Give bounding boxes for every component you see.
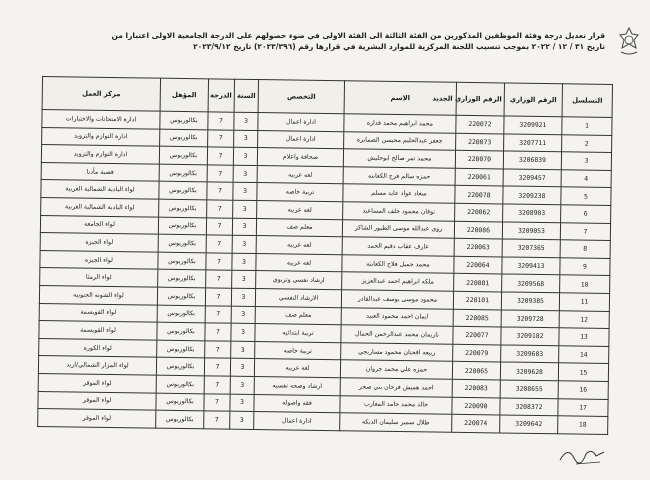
table-cell: 13 (559, 328, 609, 346)
table-cell: 7 (206, 217, 232, 235)
table-cell: 3209728 (501, 309, 559, 327)
table-cell: بكالوريوس (158, 252, 206, 270)
header-line-2: تاريخ ٣١ / ١٢ / ٢٠٢٢ بموجب تنسيب اللجنة المركزية للموارد البشرية في قرارها رقم (٢٠٢٣/٣٩٦) تاريخ ٢٠٢٣/٩/١٢ (193, 42, 605, 51)
table-cell: 3 (231, 341, 255, 359)
table-cell: 16 (558, 381, 608, 399)
header-line-1: قرار تعديل درجة وفئة الموظفين المذكورين من الفئة الثالثة الى الفئة الاولى في ضوء حصولهم على الدرجة الجامعية الاولى اعتبارا من (111, 31, 605, 40)
table-cell: 220086 (454, 221, 502, 239)
crest-logo (616, 26, 642, 56)
table-cell: بكالوريوس (156, 375, 204, 393)
table-cell: 14 (559, 345, 609, 363)
table-cell: تربية خاصه (257, 183, 343, 202)
table-cell: 7 (205, 305, 231, 323)
table-cell: 15 (558, 363, 608, 381)
table-cell: الارشاد النفسي (255, 288, 341, 307)
table-cell: حمزه علي محمد جروان (340, 360, 452, 379)
table-body (38, 110, 612, 435)
table-cell: 6 (561, 205, 611, 223)
table-cell: 3209568 (502, 274, 560, 292)
table-cell: روى عبدالله موسى الطيور الشاكر (342, 219, 454, 238)
table-cell: تربية ابتدائيه (255, 324, 341, 343)
table-cell: محمد تمر صالح ابوحليش (343, 149, 455, 168)
table-cell: بكالوريوس (156, 357, 204, 375)
table-cell: جعفر عبدالحليم محيسن الصمايره (344, 131, 456, 150)
table-cell: لواء الجيزه (40, 233, 158, 252)
column-header: الاسم (344, 81, 456, 116)
table-cell: 5 (561, 187, 611, 205)
table-cell: 3209603 (501, 345, 559, 363)
table-cell: 3206839 (503, 151, 561, 169)
table-cell: ارشاد وصحه نفسيه (254, 376, 340, 395)
table-cell: لواء الجامعه (40, 215, 158, 234)
table-cell: محمد ابراهيم محمد قداره (344, 114, 456, 133)
table-cell: 3207711 (504, 134, 562, 152)
table-cell: 3207365 (502, 239, 560, 257)
table-cell: 7 (205, 288, 231, 306)
table-cell: 220064 (454, 256, 502, 274)
table-cell: 7 (208, 112, 234, 130)
table-cell: لغه عربيه (257, 165, 343, 184)
table-cell: 18 (558, 416, 608, 434)
table-cell: ادارة اعمال (258, 113, 344, 132)
table-cell: لواء الموقر (38, 409, 156, 428)
table-cell: 220083 (452, 379, 500, 397)
table-cell: 7 (204, 358, 230, 376)
table-cell: سعاد عواد عايد مسلم (343, 184, 455, 203)
table-cell: 7 (207, 182, 233, 200)
table-cell: 2 (562, 134, 612, 152)
table-cell: ملكه ابراهيم احمد عبدالعزيز (342, 272, 454, 291)
table-cell: بكالوريوس (159, 164, 207, 182)
table-cell: لغه عربيه (256, 236, 342, 255)
column-header: مركز العمل (42, 77, 160, 112)
table-cell: 3 (232, 235, 256, 253)
table-cell: صحافة واعلام (257, 148, 343, 167)
table-cell: 220065 (452, 362, 500, 380)
table-cell: 12 (559, 310, 609, 328)
table-cell: 3209182 (501, 327, 559, 345)
table-cell: 3 (230, 394, 254, 412)
table-cell: 3 (231, 323, 255, 341)
table-cell: بكالوريوس (160, 111, 208, 129)
table-cell: 220085 (453, 309, 501, 327)
column-header: التسلسل (562, 84, 612, 118)
column-header: التخصص (258, 80, 344, 114)
table-cell: 220061 (455, 168, 503, 186)
table-cell: 3 (233, 200, 257, 218)
table-cell: بكالوريوس (160, 129, 208, 147)
table-cell: لواء الشونه الجنوبيه (39, 285, 157, 304)
table-cell: 7 (207, 165, 233, 183)
table-cell: بكالوريوس (157, 340, 205, 358)
table-cell: معلم صف (256, 218, 342, 237)
signature-mark (556, 440, 616, 470)
table-cell: 3 (233, 183, 257, 201)
table-cell: ادارة الامتحانات والاختبارات (42, 110, 160, 129)
table-cell: معلم صف (255, 306, 341, 325)
table-cell: 3209642 (500, 415, 558, 433)
table-cell: 3 (230, 359, 254, 377)
table-cell: لواء القويسمة (39, 321, 157, 340)
table-cell: تربية خاصه (255, 341, 341, 360)
table-cell: ادارة التوازم والتزويد (42, 127, 160, 146)
table-cell: 4 (561, 170, 611, 188)
table-cell: لواء الموقر (38, 391, 156, 410)
table-cell: لواء الرمثا (40, 268, 158, 287)
table-cell: محمد جميل فلاح الكعابنه (342, 254, 454, 273)
table-cell: محمود موسى يوسف عبدالقادر (341, 290, 453, 309)
table-cell: 7 (560, 222, 610, 240)
table-cell: 7 (206, 235, 232, 253)
decision-header (40, 30, 605, 52)
table-cell: 220063 (454, 238, 502, 256)
table-cell: لواء القويسمة (39, 303, 157, 322)
table-cell: 220073 (456, 133, 504, 151)
table-cell: ناريمان محمد عبدالرحمن الحمال (341, 325, 453, 344)
table-cell: لغه عربيه (254, 359, 340, 378)
table-cell: ادارة التوازم والتزويد (41, 145, 159, 164)
table-cell: 3209238 (503, 186, 561, 204)
table-cell: 7 (204, 393, 230, 411)
table-cell: 3208903 (503, 204, 561, 222)
table-cell: بكالوريوس (157, 305, 205, 323)
table-cell: 3208655 (500, 380, 558, 398)
table-cell: 220077 (453, 326, 501, 344)
table-cell: لواء الجيزه (40, 250, 158, 269)
table-cell: بكالوريوس (157, 287, 205, 305)
table-cell: 3209628 (500, 362, 558, 380)
table-cell: 220101 (453, 291, 501, 309)
table-cell: 3209921 (504, 116, 562, 134)
table-cell: ادارة اعمال (258, 130, 344, 149)
table-cell: 3 (233, 165, 257, 183)
column-header: السنة (234, 79, 258, 112)
table-cell: ارشاد نفسي وتربوي (256, 271, 342, 290)
table-cell: 220062 (455, 203, 503, 221)
table-cell: 10 (560, 275, 610, 293)
column-header: المؤهل (160, 78, 208, 112)
table-cell: 7 (204, 376, 230, 394)
table-cell: لواء المزار الشمالي/اربد (38, 356, 156, 375)
table-cell: بكالوريوس (156, 410, 204, 428)
table-cell: ربيعه اقحنان محمود مساربجي (341, 342, 453, 361)
table-cell: بكالوريوس (159, 146, 207, 164)
table-cell: 3209385 (501, 292, 559, 310)
table-cell: بكالوريوس (159, 182, 207, 200)
table-cell: 7 (206, 270, 232, 288)
table-cell: 3 (232, 253, 256, 271)
table-cell: 220090 (452, 397, 500, 415)
table-cell: لغه عربيه (257, 201, 343, 220)
table-cell: 1 (562, 117, 612, 135)
table-cell: 220079 (453, 344, 501, 362)
table-cell: 3209053 (502, 222, 560, 240)
table-cell: 3 (234, 112, 258, 130)
table-cell: لواء الكوره (39, 338, 157, 357)
table-cell: 7 (207, 200, 233, 218)
table-cell: 9 (560, 258, 610, 276)
table-cell: 3 (234, 130, 258, 148)
table-cell: عارف عقاب دقيم الحمد (342, 237, 454, 256)
table-cell: 3 (231, 306, 255, 324)
table-cell: ايمان احمد محمود العبيد (341, 307, 453, 326)
table-cell: 3209457 (503, 169, 561, 187)
table-cell: 7 (206, 253, 232, 271)
column-header: الرقم الوزاري الجديد (456, 82, 504, 116)
column-header: الدرجة (208, 79, 234, 112)
table-cell: طلال سمير سليمان الدبكه (340, 413, 452, 432)
table-cell: 7 (208, 129, 234, 147)
table-cell: 7 (207, 147, 233, 165)
table-cell: لغه عربيه (256, 253, 342, 272)
table-cell: 3 (561, 152, 611, 170)
table-cell: احمد هميش فرحان بني صخر (340, 378, 452, 397)
table-cell: فقه واصوله (254, 394, 340, 413)
table-cell: قصبة مأدبا (41, 162, 159, 181)
table-cell: 17 (558, 398, 608, 416)
employees-table (37, 76, 613, 435)
table-cell: 220072 (456, 115, 504, 133)
table-cell: بكالوريوس (158, 234, 206, 252)
table-cell: 220081 (454, 274, 502, 292)
table-cell: نوفان محمود خلف المساعيد (343, 202, 455, 221)
table-cell: 7 (205, 323, 231, 341)
table-cell: 3209413 (502, 257, 560, 275)
table-cell: 7 (205, 341, 231, 359)
table-cell: 3 (232, 218, 256, 236)
table-cell: 11 (559, 293, 609, 311)
table-cell: 7 (204, 411, 230, 429)
table-cell: 3 (231, 288, 255, 306)
table-cell: 8 (560, 240, 610, 258)
table-cell: بكالوريوس (159, 199, 207, 217)
table-cell: لواء الموقر (38, 373, 156, 392)
table-cell: 3 (233, 147, 257, 165)
table-cell: بكالوريوس (156, 393, 204, 411)
table-cell: حمزه سالم فرج الكعابنه (343, 167, 455, 186)
table-cell: 220074 (452, 414, 500, 432)
table-cell: 220078 (455, 186, 503, 204)
table-cell: 3 (232, 271, 256, 289)
table-cell: 220070 (455, 150, 503, 168)
table-cell: بكالوريوس (158, 270, 206, 288)
table-cell: بكالوريوس (157, 322, 205, 340)
table-cell: 3 (230, 376, 254, 394)
column-header: الرقم الوزاري (504, 83, 562, 117)
table-cell: 3208372 (500, 397, 558, 415)
table-cell: بكالوريوس (158, 217, 206, 235)
table-cell: لواء البادية الشمالية الغربية (41, 197, 159, 216)
table-cell: 3 (230, 411, 254, 429)
table-cell: ادارة اعمال (254, 412, 340, 431)
table-cell: لواء البادية الشمالية الغربية (41, 180, 159, 199)
table-cell: خالد محمد حامد المغارب (340, 395, 452, 414)
